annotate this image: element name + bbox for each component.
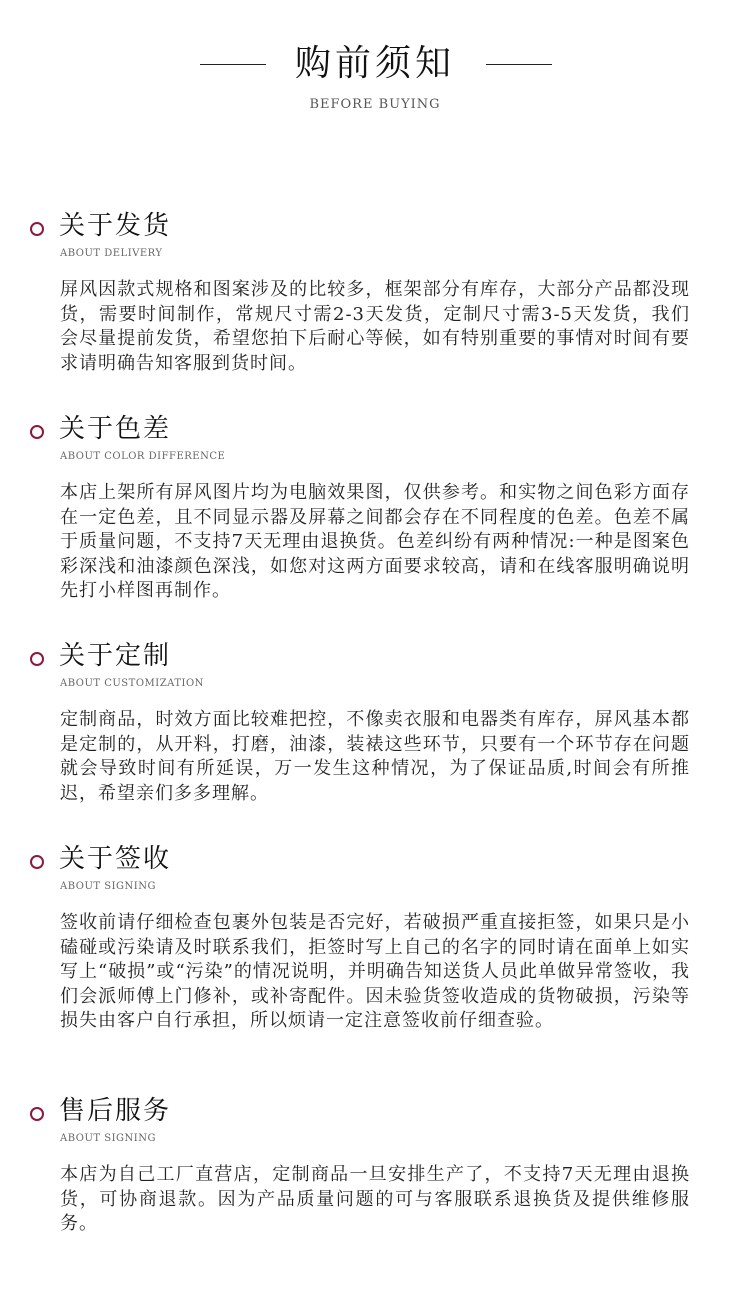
header-divider-left <box>200 64 266 65</box>
page-subtitle: BEFORE BUYING <box>309 97 441 112</box>
section-body: 签收前请仔细检查包裹外包装是否完好，若破损严重直接拒签，如果只是小磕碰或污染请及时联系我们，拒签时写上自己的名字的同时请在面单上如实写上“破损”或“污染”的情况说明，并明确告知送货人员此单做异常签收，我们会派师傅上门修补，或补寄配件。因未验货签收造成的货物破损，污染等损失由客户自行承担，所以烦请一定注意签收前仔细查验。 <box>60 912 690 1031</box>
section-title: 关于定制 <box>59 641 172 671</box>
circle-bullet-icon <box>30 652 44 666</box>
section-title: 关于色差 <box>59 414 172 444</box>
section-title: 关于发货 <box>59 211 172 241</box>
section-subtitle: ABOUT CUSTOMIZATION <box>60 678 204 689</box>
circle-bullet-icon <box>30 855 44 869</box>
circle-bullet-icon <box>30 222 44 236</box>
section-subtitle: ABOUT DELIVERY <box>60 248 163 259</box>
section-title: 售后服务 <box>59 1096 172 1126</box>
page-title: 购前须知 <box>294 43 455 84</box>
header-divider-right <box>486 64 552 65</box>
section-body: 定制商品，时效方面比较难把控，不像卖衣服和电器类有库存，屏风基本都是定制的，从开料，打磨，油漆，装裱这些环节，只要有一个环节存在问题就会导致时间有所延误，万一发生这种情况，为了保证品质,时间会有所推迟，希望亲们多多理解。 <box>60 709 690 804</box>
section-body: 本店上架所有屏风图片均为电脑效果图，仅供参考。和实物之间色彩方面存在一定色差，且不同显示器及屏幕之间都会存在不同程度的色差。色差不属于质量问题，不支持7天无理由退换货。色差纠纷有两种情况:一种是图案色彩深浅和油漆颜色深浅，如您对这两方面要求较高，请和在线客服明确说明先打小样图再制作。 <box>60 482 690 601</box>
section-body: 本店为自己工厂直营店，定制商品一旦安排生产了，不支持7天无理由退换货，可协商退款。因为产品质量问题的可与客服联系退换货及提供维修服务。 <box>60 1164 690 1234</box>
section-subtitle: ABOUT COLOR DIFFERENCE <box>60 451 226 462</box>
page-header <box>0 0 750 130</box>
section-subtitle: ABOUT SIGNING <box>60 1133 156 1144</box>
circle-bullet-icon <box>30 425 44 439</box>
section-body: 屏风因款式规格和图案涉及的比较多，框架部分有库存，大部分产品都没现货，需要时间制作，常规尺寸需2-3天发货，定制尺寸需3-5天发货，我们会尽量提前发货，希望您拍下后耐心等候，如有特别重要的事情对时间有要求请明确告知客服到货时间。 <box>60 279 690 374</box>
circle-bullet-icon <box>30 1107 44 1121</box>
section-title: 关于签收 <box>59 844 172 874</box>
section-subtitle: ABOUT SIGNING <box>60 881 156 892</box>
